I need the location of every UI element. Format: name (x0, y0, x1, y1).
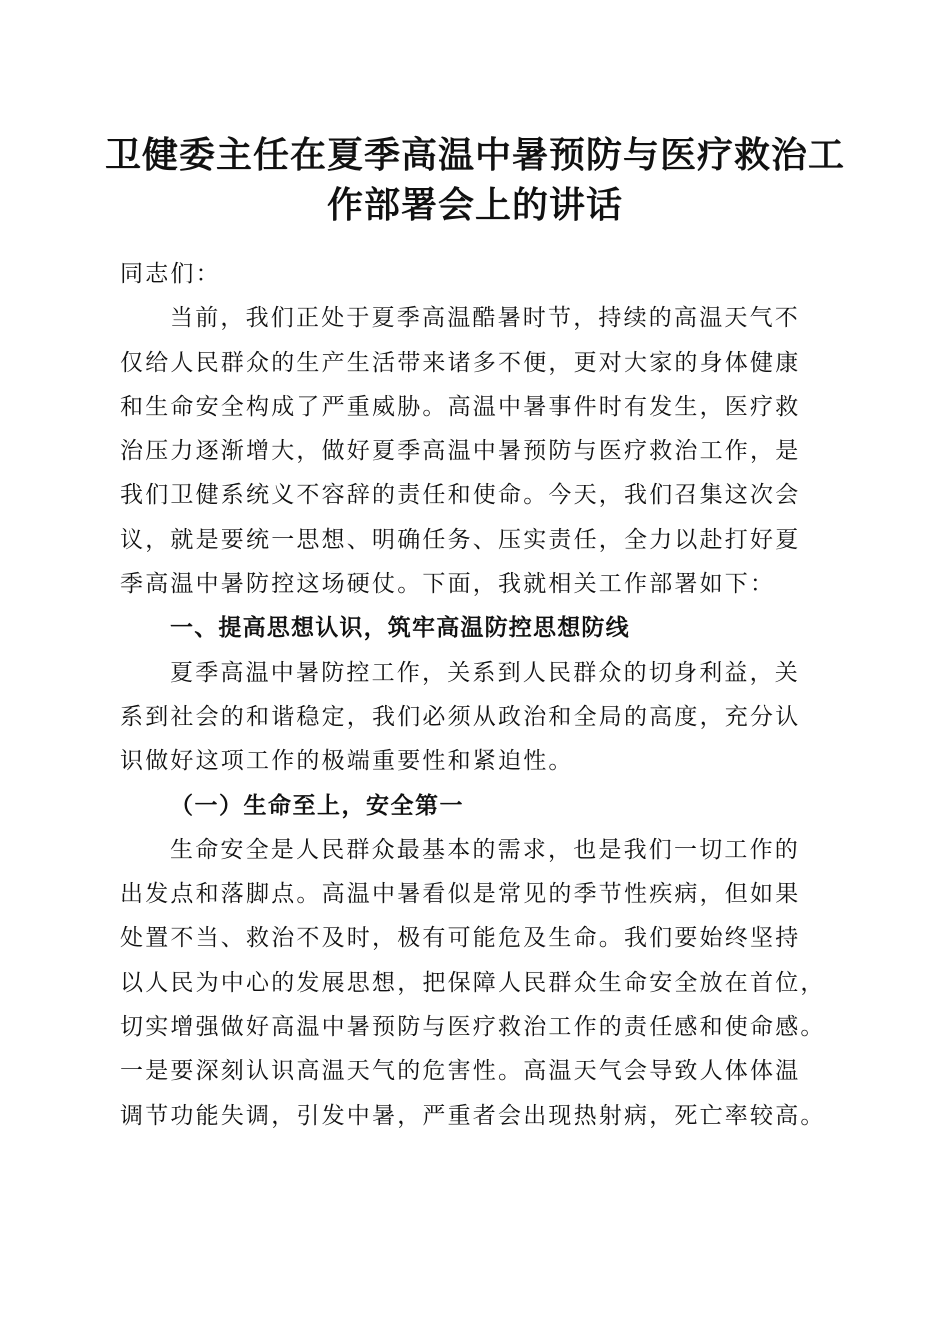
paragraph-line: 夏季高温中暑防控工作，关系到人民群众的切身利益，关 (170, 659, 800, 686)
paragraph-line: 生命安全是人民群众最基本的需求，也是我们一切工作的 (170, 836, 800, 863)
paragraph-line: 识做好这项工作的极端重要性和紧迫性。 (120, 748, 574, 775)
paragraph-line: 调节功能失调，引发中暑，严重者会出现热射病，死亡率较高。 (120, 1102, 826, 1129)
section-heading: 一、提高思想认识，筑牢高温防控思想防线 (170, 615, 630, 642)
document-body (120, 252, 832, 1138)
subsection-heading: （一）生命至上，安全第一 (170, 791, 464, 819)
paragraph-line: 当前，我们正处于夏季高温酷暑时节，持续的高温天气不 (170, 305, 800, 332)
paragraph-line: 仅给人民群众的生产生活带来诸多不便，更对大家的身体健康 (120, 349, 801, 376)
paragraph-line: 以人民为中心的发展思想，把保障人民群众生命安全放在首位， (120, 969, 826, 996)
paragraph-line: 季高温中暑防控这场硬仗。下面，我就相关工作部署如下： (120, 571, 776, 598)
paragraph-line: 和生命安全构成了严重威胁。高温中暑事件时有发生，医疗救 (120, 393, 801, 420)
paragraph-line: 出发点和落脚点。高温中暑看似是常见的季节性疾病，但如果 (120, 881, 801, 908)
document-title (100, 130, 850, 230)
paragraph-line: 系到社会的和谐稳定，我们必须从政治和全局的高度，充分认 (120, 703, 801, 730)
title-line: 卫健委主任在夏季高温中暑预防与医疗救治工 (104, 134, 845, 176)
paragraph-line: 我们卫健系统义不容辞的责任和使命。今天，我们召集这次会 (120, 482, 801, 509)
title-line: 作部署会上的讲话 (326, 184, 623, 226)
paragraph-line: 议，就是要统一思想、明确任务、压实责任，全力以赴打好夏 (120, 526, 801, 553)
salutation: 同志们： (120, 261, 221, 287)
paragraph-line: 治压力逐渐增大，做好夏季高温中暑预防与医疗救治工作，是 (120, 438, 801, 465)
paragraph-line: 一是要深刻认识高温天气的危害性。高温天气会导致人体体温 (120, 1058, 801, 1085)
paragraph-line: 切实增强做好高温中暑预防与医疗救治工作的责任感和使命感。 (120, 1014, 826, 1041)
paragraph-line: 处置不当、救治不及时，极有可能危及生命。我们要始终坚持 (120, 925, 801, 952)
